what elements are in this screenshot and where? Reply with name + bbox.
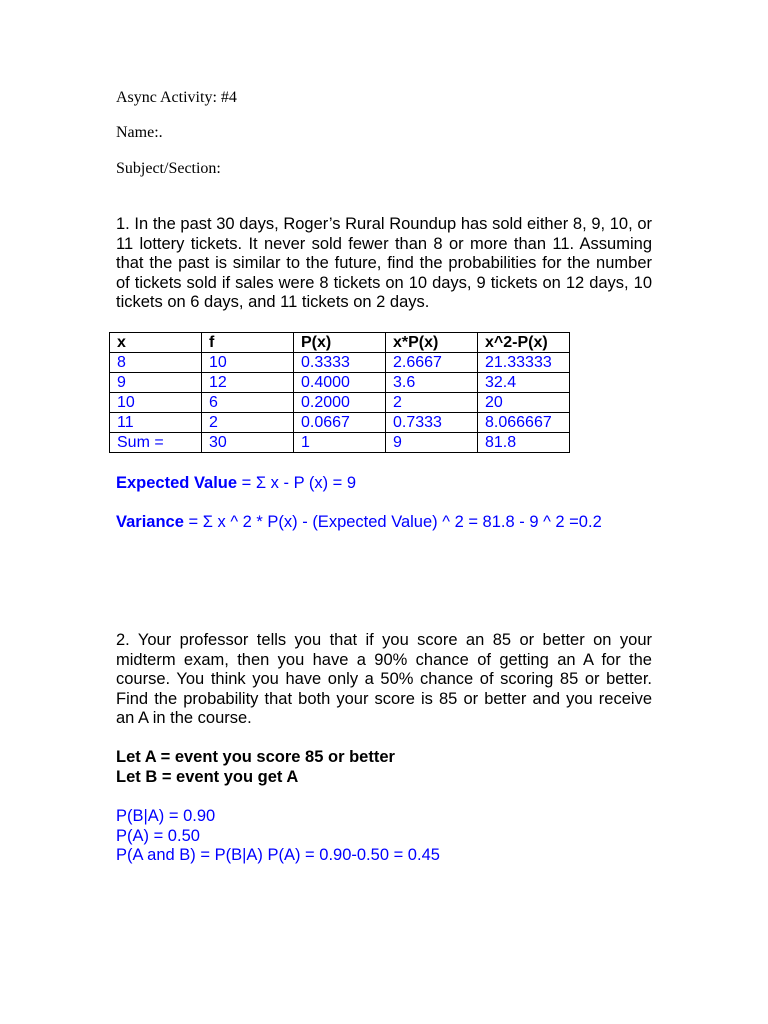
table-cell: 0.2000 bbox=[294, 393, 386, 413]
table-cell: 0.0667 bbox=[294, 413, 386, 433]
table-row bbox=[110, 413, 570, 433]
table-cell: 2.6667 bbox=[386, 353, 478, 373]
table-cell: 30 bbox=[202, 433, 294, 453]
table-cell: 12 bbox=[202, 373, 294, 393]
table-cell: Sum = bbox=[110, 433, 202, 453]
question-2-text: 2. Your professor tells you that if you score an 85 or better on your midterm exam, then you have a 90% chance of getting an A for the course. You think you have only a 50% chance of scoring 85 or better. Find the probability that both your score is 85 or better and you receive an A in the course. bbox=[116, 631, 652, 728]
table-row bbox=[110, 393, 570, 413]
table-sum-row bbox=[110, 433, 570, 453]
table-cell: 6 bbox=[202, 393, 294, 413]
expected-value-label: Expected Value bbox=[116, 474, 238, 492]
p-a-and-b: P(A and B) = P(B|A) P(A) = 0.90-0.50 = 0.45 bbox=[116, 846, 440, 864]
table-cell: 3.6 bbox=[386, 373, 478, 393]
table-cell: 10 bbox=[202, 353, 294, 373]
table-cell: 9 bbox=[110, 373, 202, 393]
p-a: P(A) = 0.50 bbox=[116, 827, 200, 845]
variance-line bbox=[116, 513, 602, 533]
column-header-x: x bbox=[110, 333, 202, 353]
column-header-xpx: x*P(x) bbox=[386, 333, 478, 353]
table-cell: 0.4000 bbox=[294, 373, 386, 393]
variance-formula: = Σ x ^ 2 * P(x) - (Expected Value) ^ 2 = 81.8 - 9 ^ 2 =0.2 bbox=[183, 513, 602, 531]
activity-title: Async Activity: #4 bbox=[116, 89, 237, 106]
subject-section-label: Subject/Section: bbox=[116, 160, 221, 177]
table-cell: 81.8 bbox=[478, 433, 570, 453]
table-cell: 21.33333 bbox=[478, 353, 570, 373]
table-row bbox=[110, 373, 570, 393]
table-cell: 11 bbox=[110, 413, 202, 433]
let-b-definition: Let B = event you get A bbox=[116, 768, 299, 786]
p-b-given-a: P(B|A) = 0.90 bbox=[116, 807, 216, 825]
table-cell: 8.066667 bbox=[478, 413, 570, 433]
table-cell: 8 bbox=[110, 353, 202, 373]
probability-table bbox=[109, 332, 570, 453]
table-header-row bbox=[110, 333, 570, 353]
column-header-px: P(x) bbox=[294, 333, 386, 353]
table-row bbox=[110, 353, 570, 373]
table-cell: 10 bbox=[110, 393, 202, 413]
let-a-definition: Let A = event you score 85 or better bbox=[116, 748, 395, 766]
expected-value-line bbox=[116, 474, 356, 494]
column-header-f: f bbox=[202, 333, 294, 353]
question-1-text: 1. In the past 30 days, Roger’s Rural Roundup has sold either 8, 9, 10, or 11 lottery tickets. It never sold fewer than 8 or more than 11. Assuming that the past is similar to the future, find the probabilities for the number of tickets sold if sales were 8 tickets on 10 days, 9 tickets on 12 days, 10 tickets on 6 days, and 11 tickets on 2 days. bbox=[116, 215, 652, 312]
variance-label: Variance bbox=[116, 513, 184, 531]
table-cell: 32.4 bbox=[478, 373, 570, 393]
column-header-x2px: x^2-P(x) bbox=[478, 333, 570, 353]
expected-value-formula: = Σ x - P (x) = 9 bbox=[237, 474, 357, 492]
table-cell: 1 bbox=[294, 433, 386, 453]
table-cell: 0.7333 bbox=[386, 413, 478, 433]
table-cell: 2 bbox=[386, 393, 478, 413]
name-field-label: Name:. bbox=[116, 124, 163, 141]
table-cell: 20 bbox=[478, 393, 570, 413]
table-cell: 0.3333 bbox=[294, 353, 386, 373]
table-cell: 2 bbox=[202, 413, 294, 433]
table-cell: 9 bbox=[386, 433, 478, 453]
